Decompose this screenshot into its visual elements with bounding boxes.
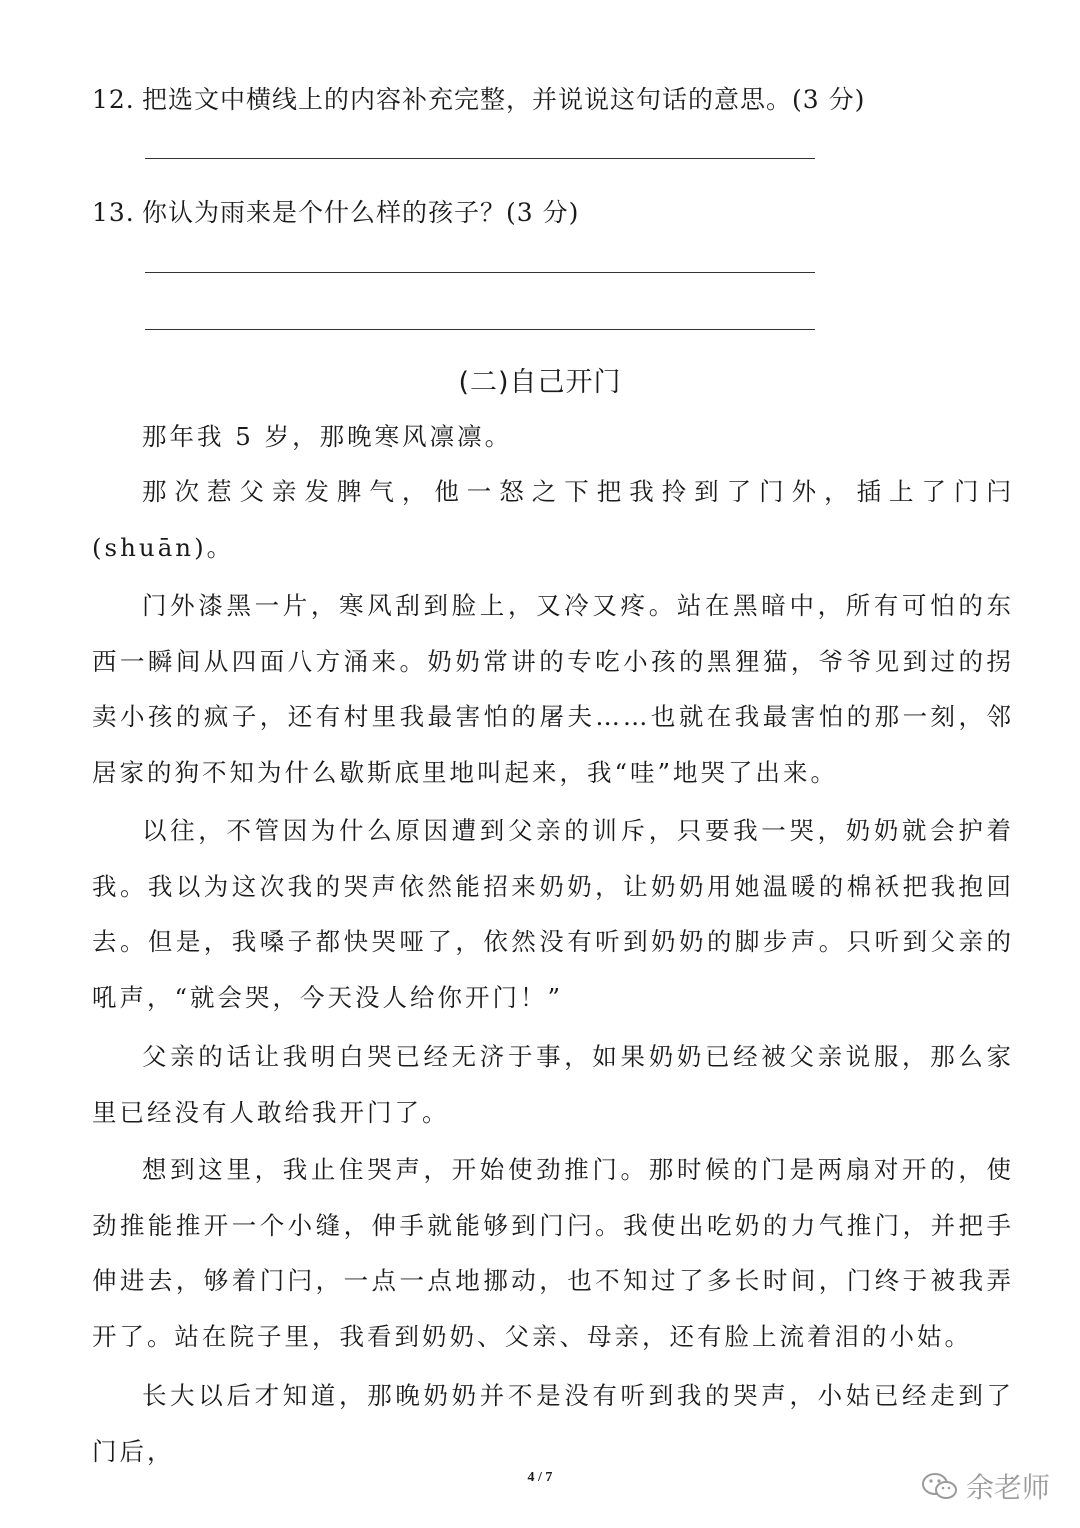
paragraph: 那次惹父亲发脾气，他一怒之下把我拎到了门外，插上了门闩(shuān)。	[92, 477, 1014, 562]
question-text: 你认为雨来是个什么样的孩子？(3 分)	[142, 198, 580, 227]
answer-line[interactable]	[145, 272, 815, 273]
paragraph: 父亲的话让我明白哭已经无济于事，如果奶奶已经被父亲说服，那么家里已经没有人敢给我开门了。	[92, 1042, 1014, 1127]
answer-line[interactable]	[145, 329, 815, 330]
answer-line[interactable]	[145, 158, 815, 159]
watermark	[920, 1466, 1050, 1506]
watermark-text: 余老师	[966, 1471, 1051, 1504]
paragraph: 那年我 5 岁，那晚寒风凛凛。	[142, 422, 513, 451]
paragraph: 长大以后才知道，那晚奶奶并不是没有听到我的哭声，小姑已经走到了门后，	[92, 1381, 1014, 1466]
section-title: (二)自己开门	[458, 367, 622, 398]
page-number: 4 / 7	[527, 1470, 553, 1485]
question-number: 12.	[92, 85, 135, 114]
question-text: 把选文中横线上的内容补充完整，并说说这句话的意思。(3 分)	[142, 85, 866, 114]
question-13	[92, 193, 579, 229]
paragraph: 门外漆黑一片，寒风刮到脸上，又冷又疼。站在黑暗中，所有可怕的东西一瞬间从四面八方涌来。奶奶常讲的专吃小孩的黑狸猫，爷爷见到过的拐卖小孩的疯子，还有村里我最害怕的屠夫……也就在我最害怕的那一刻，邻居家的狗不知为什么歇斯底里地叫起来，我“哇”地哭了出来。	[92, 591, 1014, 787]
wechat-icon	[920, 1471, 960, 1501]
question-number: 13.	[92, 198, 135, 227]
paragraph: 想到这里，我止住哭声，开始使劲推门。那时候的门是两扇对开的，使劲推能推开一个小缝，伸手就能够到门闩。我使出吃奶的力气推门，并把手伸进去，够着门闩，一点一点地挪动，也不知过了多长时间，门终于被我弄开了。站在院子里，我看到奶奶、父亲、母亲，还有脸上流着泪的小姑。	[92, 1155, 1014, 1351]
paragraph: 以往，不管因为什么原因遭到父亲的训斥，只要我一哭，奶奶就会护着我。我以为这次我的哭声依然能招来奶奶，让奶奶用她温暖的棉袄把我抱回去。但是，我嗓子都快哭哑了，依然没有听到奶奶的脚步声。只听到父亲的吼声，“就会哭，今天没人给你开门！”	[92, 816, 1014, 1012]
question-12	[92, 80, 865, 116]
